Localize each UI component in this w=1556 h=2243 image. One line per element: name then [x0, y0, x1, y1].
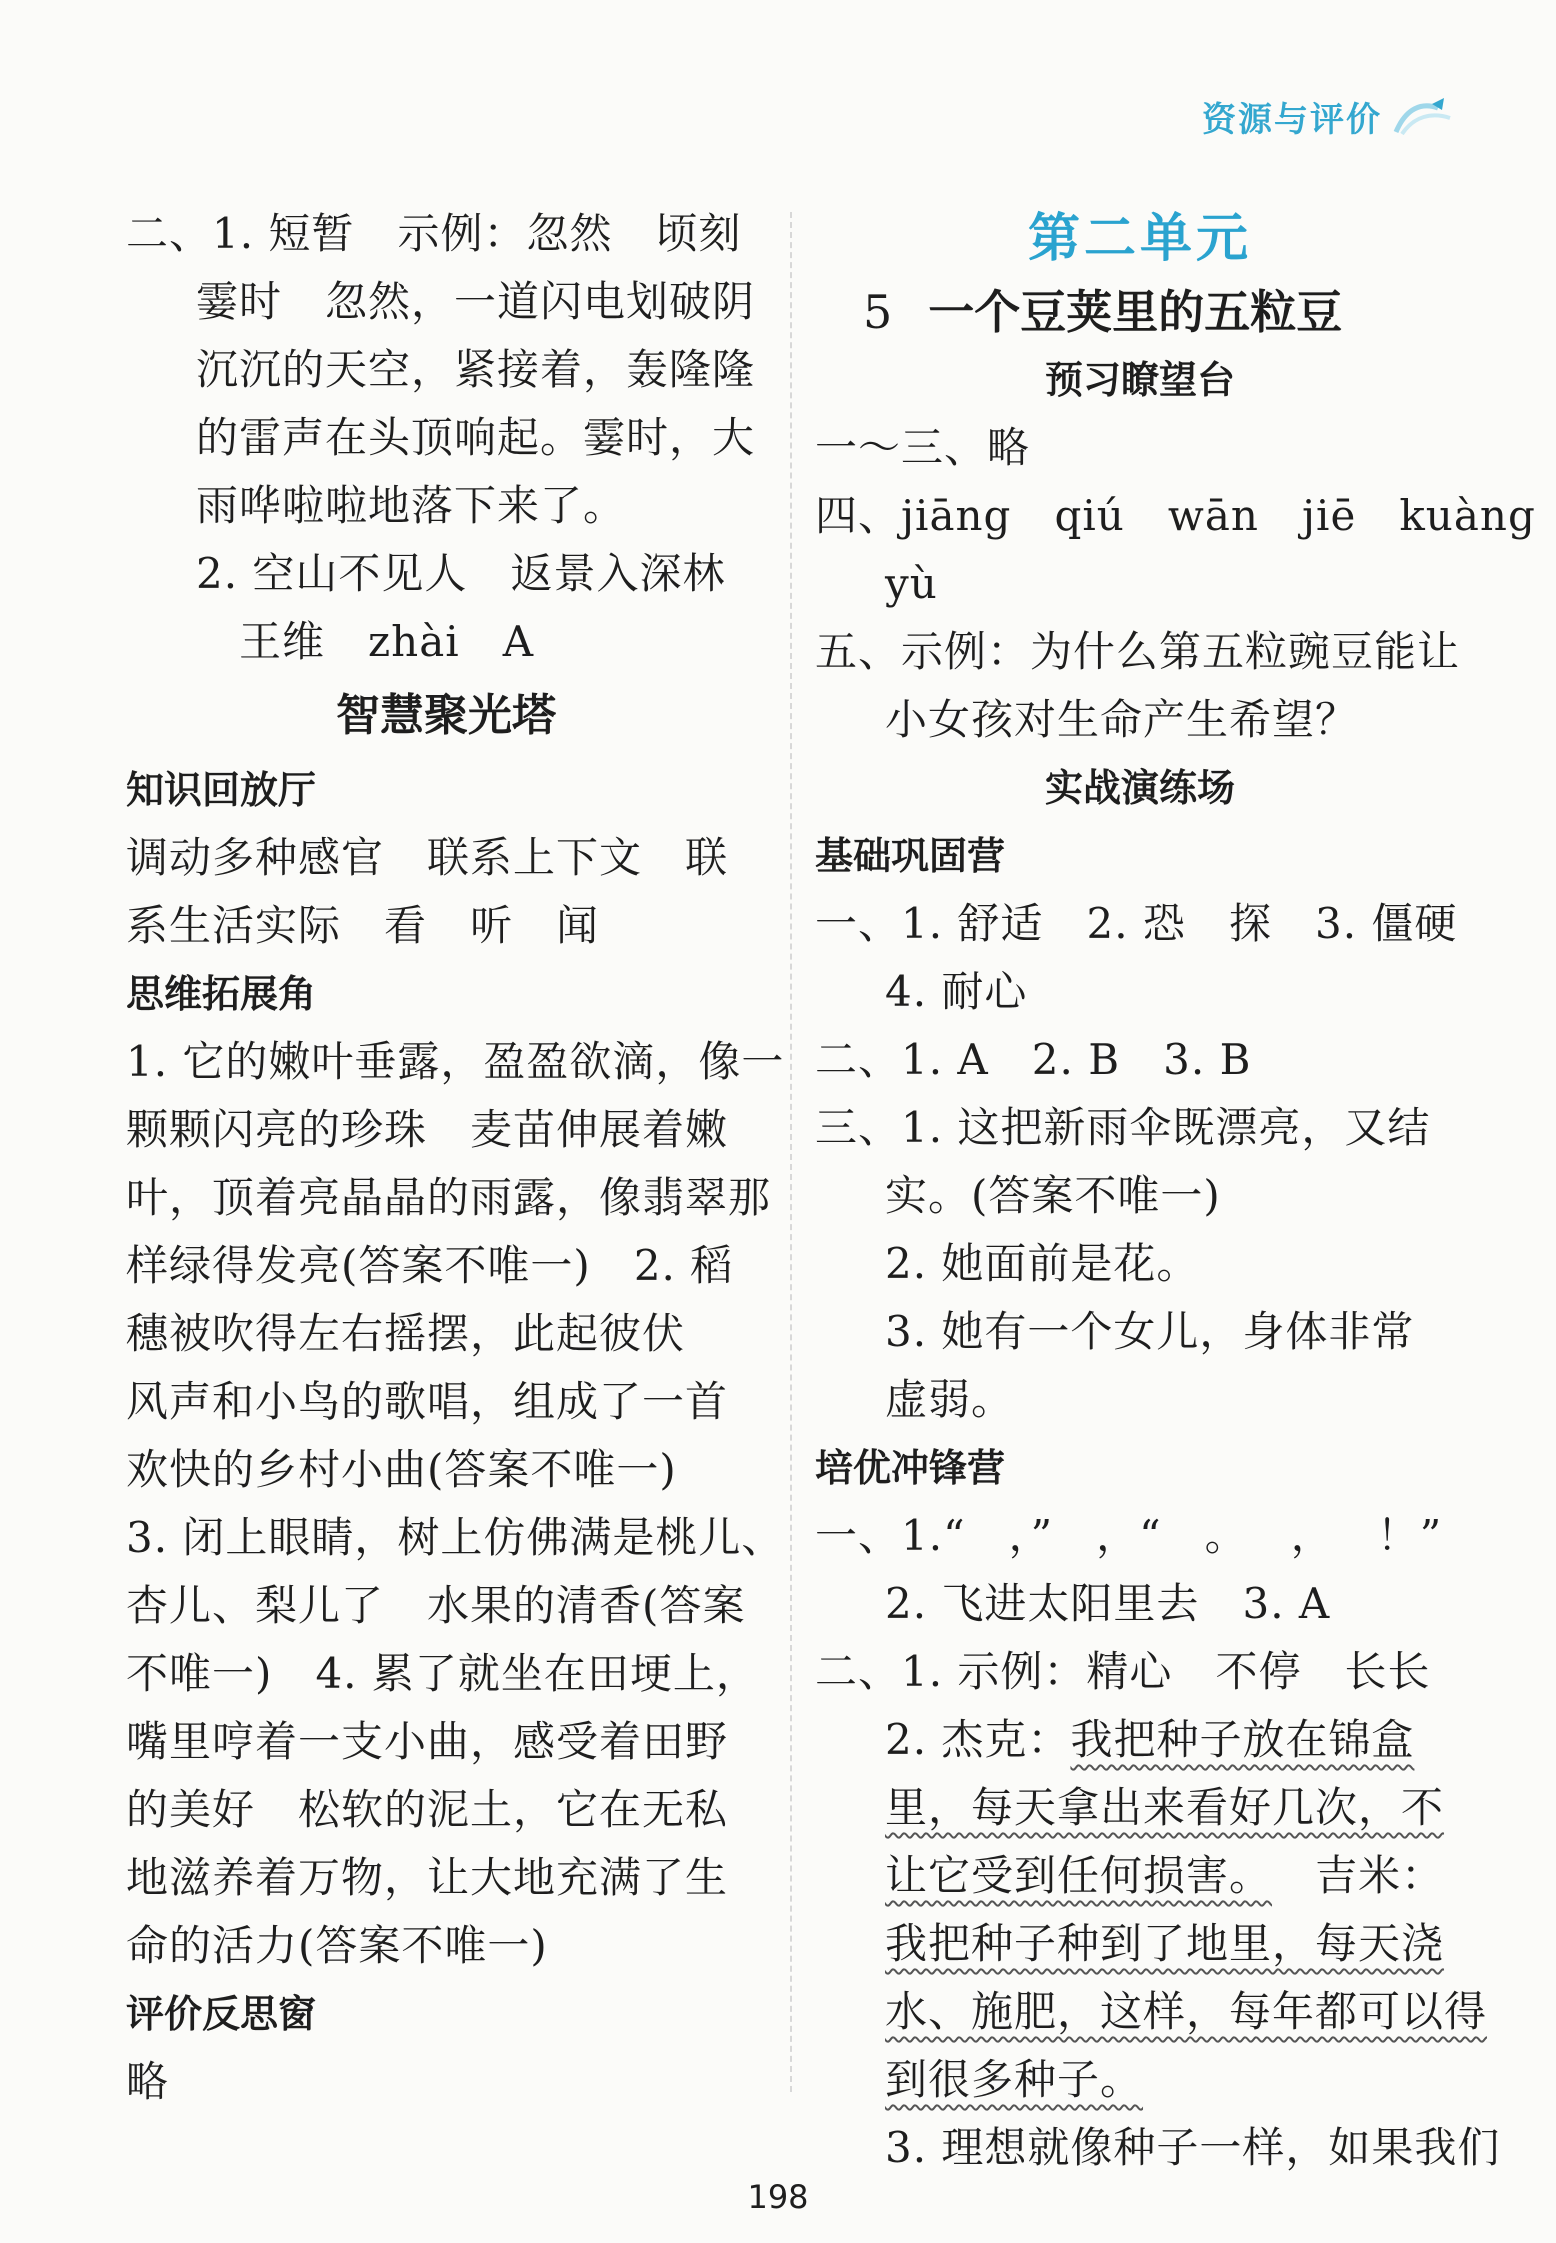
answer-line: 不唯一) 4. 累了就坐在田埂上，	[126, 1649, 759, 1698]
answer-line: 2. 她面前是花。	[885, 1239, 1200, 1288]
answer-line: yù	[885, 559, 938, 608]
answer-line: 一、1.“ ，” ，“ 。 ， ！”	[815, 1511, 1443, 1560]
speaker-label: 吉米：	[1272, 1851, 1445, 1900]
answer-line: 系生活实际 看 听 闻	[126, 901, 600, 950]
answer-line: 一、1. 舒适 2. 恐 探 3. 僵硬	[815, 899, 1458, 948]
answer-line: 雨哗啦啦地落下来了。	[196, 481, 627, 530]
column-divider	[790, 212, 792, 2092]
subheading: 评价反思窗	[126, 1992, 317, 2036]
wavy-underlined-text: 我把种子放在锦盒	[1070, 1715, 1415, 1764]
header-title: 资源与评价	[1202, 100, 1382, 140]
answer-line: 虚弱。	[885, 1375, 1015, 1424]
answer-line: 霎时 忽然，一道闪电划破阴	[196, 277, 756, 326]
subheading: 培优冲锋营	[815, 1446, 1006, 1490]
answer-line: 嘴里哼着一支小曲，感受着田野	[126, 1717, 729, 1766]
lesson-title	[815, 278, 1465, 346]
answer-line: 叶，顶着亮晶晶的雨露，像翡翠那	[126, 1173, 772, 1222]
answer-line: 2. 空山不见人 返景入深林	[196, 549, 726, 598]
answer-line: 2. 飞进太阳里去 3. A	[885, 1579, 1331, 1628]
answer-line: 的雷声在头顶响起。霎时，大	[196, 413, 756, 462]
answer-line: 二、1. 示例：精心 不停 长长	[815, 1647, 1431, 1696]
wavy-underlined-text: 水、施肥，这样，每年都可以得	[885, 1987, 1488, 2036]
answer-line: 王维 zhài A	[239, 617, 535, 666]
answer-line: 4. 耐心	[885, 967, 1028, 1016]
subheading: 基础巩固营	[815, 834, 1006, 878]
answer-line: 命的活力(答案不唯一)	[126, 1921, 548, 1970]
answer-line: 的美好 松软的泥土，它在无私	[126, 1785, 729, 1834]
answer-line: 略	[126, 2057, 170, 2106]
wavy-underlined-text: 我把种子种到了地里，每天浇	[885, 1919, 1445, 1968]
answer-line	[815, 1706, 1465, 1774]
answer-line: 地滋养着万物，让大地充满了生	[126, 1853, 729, 1902]
wavy-underlined-text: 里，每天拿出来看好几次，不	[885, 1783, 1445, 1832]
answer-line: 沉沉的天空，紧接着，轰隆隆	[196, 345, 756, 394]
answer-line	[815, 1978, 1488, 2046]
answer-line	[815, 1910, 1465, 1978]
wavy-underlined-text: 到很多种子。	[885, 2055, 1144, 2104]
section-title: 预习瞭望台	[1044, 358, 1235, 402]
answer-line: 三、1. 这把新雨伞既漂亮，又结	[815, 1103, 1431, 1152]
page-number: 198	[747, 2178, 809, 2216]
answer-line: 颗颗闪亮的珍珠 麦苗伸展着嫩	[126, 1105, 729, 1154]
answer-line: 风声和小鸟的歌唱，组成了一首	[126, 1377, 729, 1426]
answer-line: 1. 它的嫩叶垂露，盈盈欲滴，像一	[126, 1037, 785, 1086]
unit-title: 第二单元	[1027, 209, 1252, 269]
answer-line: 一～三、略	[815, 423, 1031, 472]
lesson-name: 一个豆荚里的五粒豆	[928, 285, 1343, 339]
answer-line: 五、示例：为什么第五粒豌豆能让	[815, 627, 1461, 676]
subheading: 思维拓展角	[126, 972, 317, 1016]
answer-line	[815, 1842, 1465, 1910]
answer-line: 调动多种感官 联系上下文 联	[126, 833, 729, 882]
answer-line: 小女孩对生命产生希望？	[885, 695, 1359, 744]
left-column	[126, 200, 785, 2116]
answer-line	[815, 2046, 1465, 2114]
answer-line: 3. 她有一个女儿，身体非常	[885, 1307, 1415, 1356]
answer-line: 四、jiāng qiú wān jiē kuàng	[815, 491, 1536, 540]
answer-line: 二、1. A 2. B 3. B	[815, 1035, 1252, 1084]
answer-line	[815, 1774, 1465, 1842]
swoosh-icon	[1392, 94, 1456, 140]
answer-line: 3. 闭上眼睛，树上仿佛满是桃儿、	[126, 1513, 785, 1562]
section-title: 实战演练场	[1044, 766, 1235, 810]
answer-line: 杏儿、梨儿了 水果的清香(答案	[126, 1581, 746, 1630]
speaker-label: 2. 杰克：	[885, 1715, 1071, 1764]
wavy-underlined-text: 让它受到任何损害。	[885, 1851, 1273, 1900]
answer-line: 实。(答案不唯一)	[885, 1171, 1221, 1220]
answer-line: 穗被吹得左右摇摆，此起彼伏	[126, 1309, 686, 1358]
answer-line: 欢快的乡村小曲(答案不唯一)	[126, 1445, 677, 1494]
right-column	[815, 200, 1536, 2182]
page-header	[1202, 92, 1456, 141]
lesson-number: 5	[863, 285, 893, 339]
answer-line: 样绿得发亮(答案不唯一) 2. 稻	[126, 1241, 734, 1290]
answer-line: 二、1. 短暂 示例：忽然 顷刻	[126, 209, 742, 258]
subheading: 知识回放厅	[126, 768, 317, 812]
section-title: 智慧聚光塔	[336, 690, 556, 741]
answer-line: 3. 理想就像种子一样，如果我们	[885, 2123, 1501, 2172]
